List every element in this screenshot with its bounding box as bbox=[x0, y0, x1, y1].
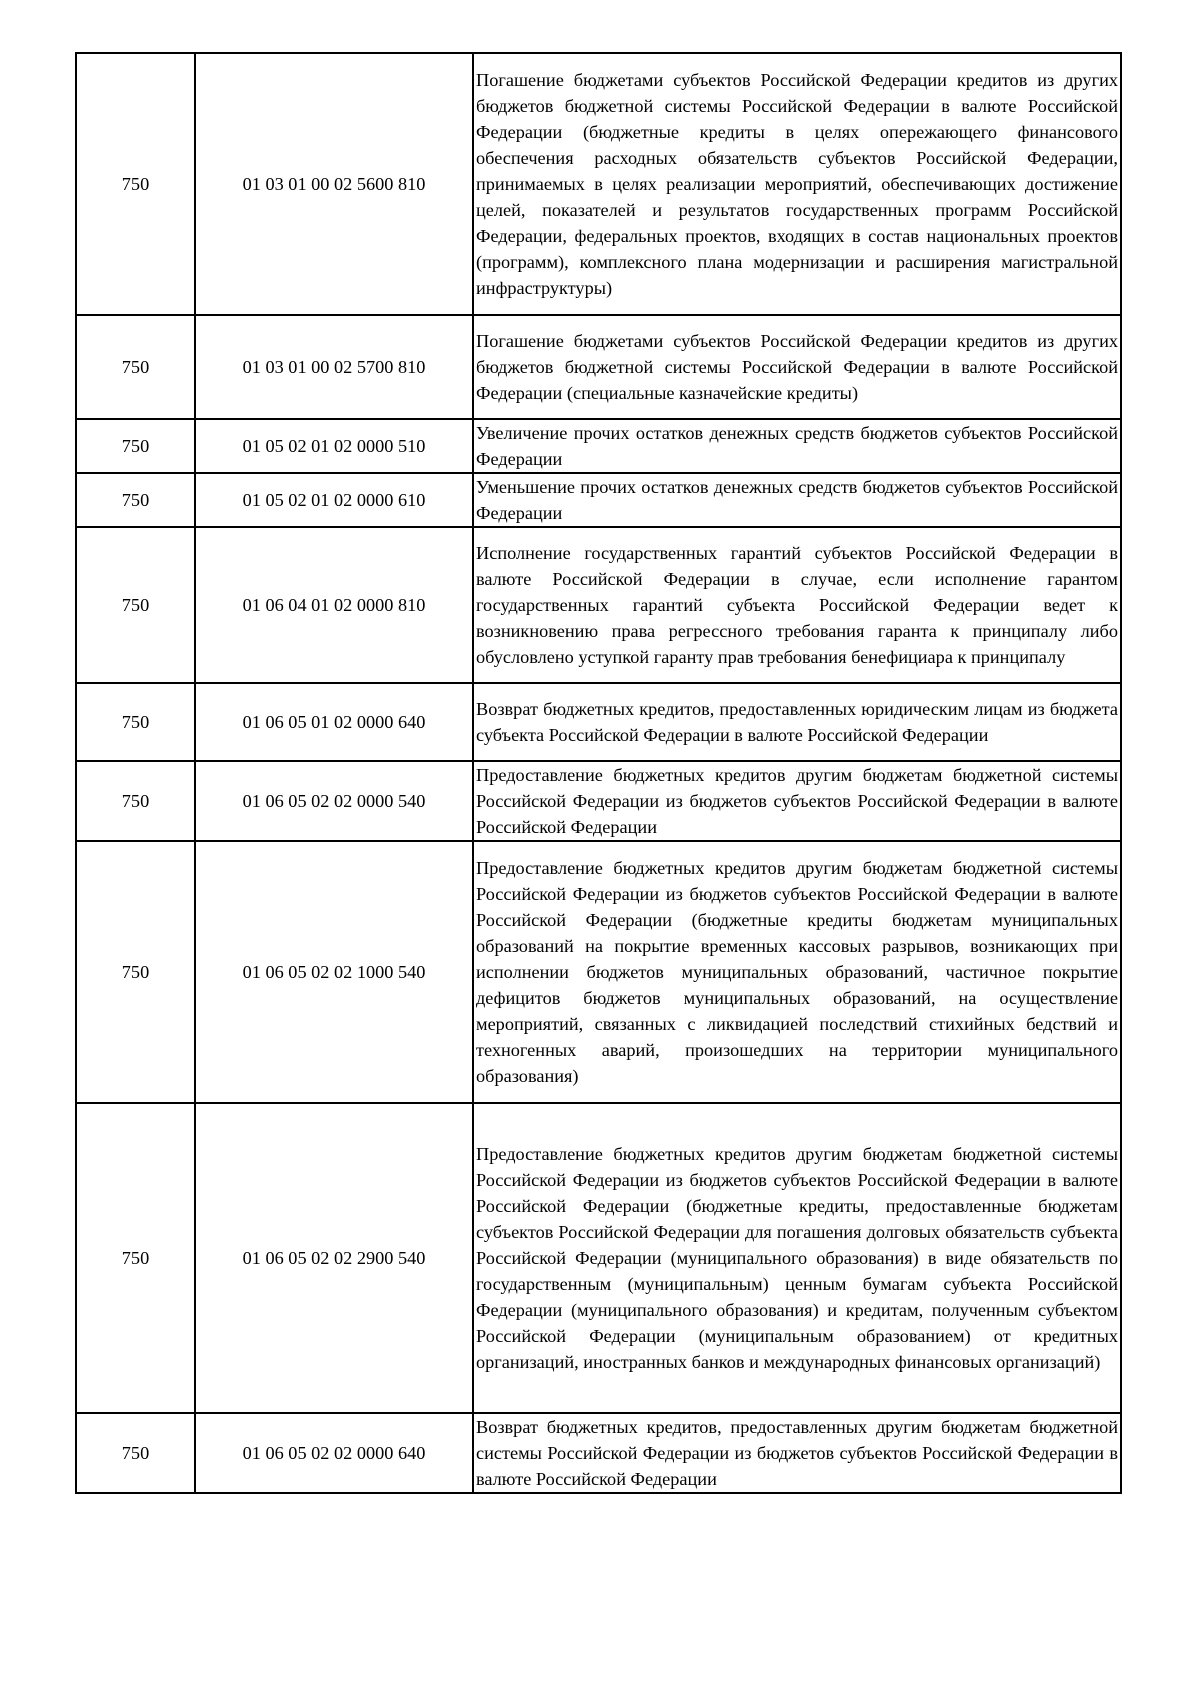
budget-code-cell: 01 05 02 01 02 0000 610 bbox=[195, 473, 473, 527]
table-row bbox=[76, 473, 1121, 527]
description-cell: Погашение бюджетами субъектов Российской Федерации кредитов из других бюджетов бюджетной системы Российской Федерации в валюте Российской Федерации (бюджетные кредиты в целях опережающего финансового обеспечения расходных обязательств субъектов Российской Федерации, принимаемых в целях реализации мероприятий, обеспечивающих достижение целей, показателей и результатов государственных программ Российской Федерации, федеральных проектов, входящих в состав национальных проектов (программ), комплексного плана модернизации и расширения магистральной инфраструктуры) bbox=[473, 53, 1121, 315]
admin-code-cell: 750 bbox=[76, 473, 195, 527]
budget-classification-table bbox=[75, 52, 1122, 1494]
table-row bbox=[76, 527, 1121, 683]
table-row bbox=[76, 53, 1121, 315]
description-cell: Возврат бюджетных кредитов, предоставленных другим бюджетам бюджетной системы Российской Федерации из бюджетов субъектов Российской Федерации в валюте Российской Федерации bbox=[473, 1413, 1121, 1493]
budget-code-cell: 01 06 05 02 02 0000 640 bbox=[195, 1413, 473, 1493]
admin-code-cell: 750 bbox=[76, 315, 195, 419]
table-row bbox=[76, 315, 1121, 419]
table-row bbox=[76, 683, 1121, 761]
admin-code-cell: 750 bbox=[76, 761, 195, 841]
description-cell: Уменьшение прочих остатков денежных средств бюджетов субъектов Российской Федерации bbox=[473, 473, 1121, 527]
admin-code-cell: 750 bbox=[76, 841, 195, 1103]
budget-code-cell: 01 05 02 01 02 0000 510 bbox=[195, 419, 473, 473]
budget-code-cell: 01 03 01 00 02 5600 810 bbox=[195, 53, 473, 315]
admin-code-cell: 750 bbox=[76, 527, 195, 683]
description-cell: Предоставление бюджетных кредитов другим бюджетам бюджетной системы Российской Федерации из бюджетов субъектов Российской Федерации в валюте Российской Федерации (бюджетные кредиты, предоставленные бюджетам субъектов Российской Федерации для погашения долговых обязательств субъекта Российской Федерации (муниципального образования) в виде обязательств по государственным (муниципальным) ценным бумагам субъекта Российской Федерации (муниципального образования) и кредитам, полученным субъектом Российской Федерации (муниципальным образованием) от кредитных организаций, иностранных банков и международных финансовых организаций) bbox=[473, 1103, 1121, 1413]
description-cell: Предоставление бюджетных кредитов другим бюджетам бюджетной системы Российской Федерации из бюджетов субъектов Российской Федерации в валюте Российской Федерации (бюджетные кредиты бюджетам муниципальных образований на покрытие временных кассовых разрывов, возникающих при исполнении бюджетов муниципальных образований, частичное покрытие дефицитов бюджетов муниципальных образований, на осуществление мероприятий, связанных с ликвидацией последствий стихийных бедствий и техногенных аварий, произошедших на территории муниципального образования) bbox=[473, 841, 1121, 1103]
description-cell: Возврат бюджетных кредитов, предоставленных юридическим лицам из бюджета субъекта Российской Федерации в валюте Российской Федерации bbox=[473, 683, 1121, 761]
admin-code-cell: 750 bbox=[76, 53, 195, 315]
budget-code-cell: 01 03 01 00 02 5700 810 bbox=[195, 315, 473, 419]
table-row bbox=[76, 761, 1121, 841]
table-row bbox=[76, 419, 1121, 473]
budget-code-cell: 01 06 05 02 02 2900 540 bbox=[195, 1103, 473, 1413]
admin-code-cell: 750 bbox=[76, 683, 195, 761]
table-row bbox=[76, 1413, 1121, 1493]
table-row bbox=[76, 1103, 1121, 1413]
description-cell: Предоставление бюджетных кредитов другим бюджетам бюджетной системы Российской Федерации из бюджетов субъектов Российской Федерации в валюте Российской Федерации bbox=[473, 761, 1121, 841]
table-row bbox=[76, 841, 1121, 1103]
admin-code-cell: 750 bbox=[76, 419, 195, 473]
budget-code-cell: 01 06 05 02 02 0000 540 bbox=[195, 761, 473, 841]
budget-code-cell: 01 06 05 02 02 1000 540 bbox=[195, 841, 473, 1103]
budget-code-cell: 01 06 05 01 02 0000 640 bbox=[195, 683, 473, 761]
budget-code-cell: 01 06 04 01 02 0000 810 bbox=[195, 527, 473, 683]
description-cell: Исполнение государственных гарантий субъектов Российской Федерации в валюте Российской Федерации в случае, если исполнение гарантом государственных гарантий субъекта Российской Федерации ведет к возникновению права регрессного требования гаранта к принципалу либо обусловлено уступкой гаранту прав требования бенефициара к принципалу bbox=[473, 527, 1121, 683]
admin-code-cell: 750 bbox=[76, 1103, 195, 1413]
admin-code-cell: 750 bbox=[76, 1413, 195, 1493]
description-cell: Увеличение прочих остатков денежных средств бюджетов субъектов Российской Федерации bbox=[473, 419, 1121, 473]
description-cell: Погашение бюджетами субъектов Российской Федерации кредитов из других бюджетов бюджетной системы Российской Федерации в валюте Российской Федерации (специальные казначейские кредиты) bbox=[473, 315, 1121, 419]
